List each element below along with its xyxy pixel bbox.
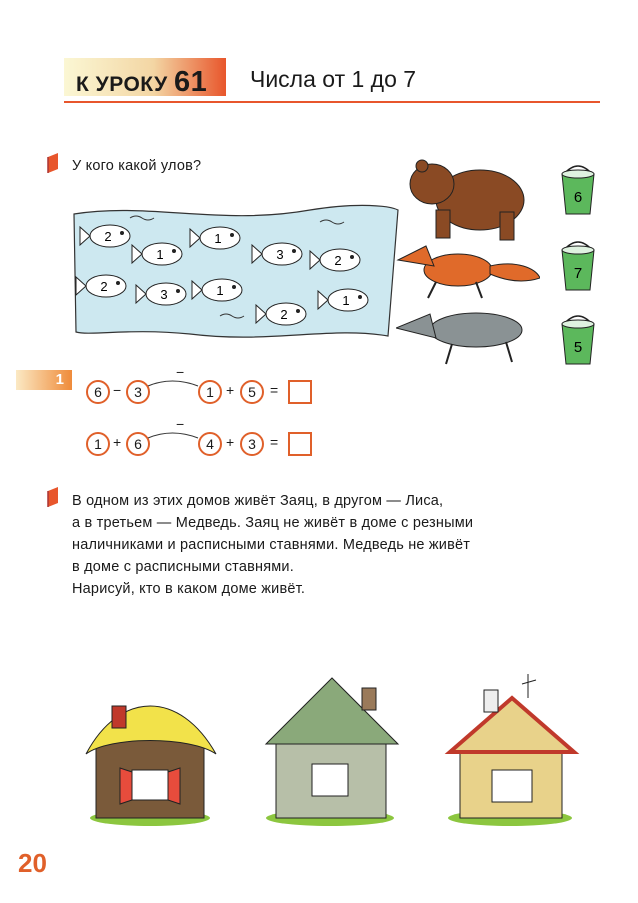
fish-number: 2 bbox=[100, 279, 108, 294]
answer-box[interactable] bbox=[288, 432, 312, 456]
text-line: Нарисуй, кто в каком доме живёт. bbox=[72, 581, 306, 597]
house-thatched bbox=[86, 706, 216, 826]
fox-icon bbox=[398, 246, 540, 298]
fish-number: 1 bbox=[216, 283, 224, 298]
page-number: 20 bbox=[18, 848, 47, 878]
operand-circle: 6 bbox=[86, 380, 110, 404]
operand-circle: 6 bbox=[126, 432, 150, 456]
operand-circle: 5 bbox=[240, 380, 264, 404]
river-illustration bbox=[70, 196, 400, 346]
bear-icon bbox=[410, 160, 524, 240]
book-icon bbox=[46, 152, 60, 174]
fish-number: 1 bbox=[342, 293, 350, 308]
lesson-label bbox=[76, 66, 207, 99]
connector-arcs bbox=[86, 372, 236, 462]
animals-illustration bbox=[396, 148, 540, 370]
lesson-number: 61 bbox=[174, 66, 208, 98]
text-line: наличниками и расписными ставнями. Медведь не живёт bbox=[72, 537, 471, 553]
fish-number: 1 bbox=[156, 247, 164, 262]
fish-number: 2 bbox=[280, 307, 288, 322]
operator: + bbox=[113, 434, 122, 450]
bucket-number: 6 bbox=[573, 189, 583, 206]
fish-number: 1 bbox=[214, 231, 222, 246]
fish-number: 2 bbox=[334, 253, 342, 268]
equals-sign: = bbox=[270, 434, 279, 450]
page-title: Числа от 1 до 7 bbox=[250, 66, 417, 92]
task-question: У кого какой улов? bbox=[72, 158, 202, 174]
text-line: в доме с расписными ставнями. bbox=[72, 559, 294, 575]
equals-sign: = bbox=[270, 382, 279, 398]
operator: − bbox=[176, 416, 185, 432]
fish-number: 2 bbox=[104, 229, 112, 244]
book-icon bbox=[46, 486, 60, 508]
house-green bbox=[266, 678, 398, 826]
operand-circle: 1 bbox=[86, 432, 110, 456]
lesson-prefix: К УРОКУ bbox=[76, 73, 168, 96]
bucket-icon bbox=[556, 160, 600, 216]
operator: + bbox=[226, 382, 235, 398]
house-red-roof bbox=[448, 674, 574, 826]
houses-illustration bbox=[80, 670, 580, 840]
bucket-number: 7 bbox=[573, 265, 583, 282]
operand-circle: 4 bbox=[198, 432, 222, 456]
operand-circle: 1 bbox=[198, 380, 222, 404]
exercise-number: 1 bbox=[55, 371, 64, 388]
task-text bbox=[72, 490, 602, 600]
header-divider bbox=[64, 101, 600, 103]
operator: + bbox=[226, 434, 235, 450]
bucket-icon bbox=[556, 310, 600, 366]
bucket-number: 5 bbox=[573, 339, 583, 356]
operand-circle: 3 bbox=[126, 380, 150, 404]
text-line: а в третьем — Медведь. Заяц не живёт в доме с резными bbox=[72, 515, 474, 531]
operand-circle: 3 bbox=[240, 432, 264, 456]
exercise-number-badge bbox=[16, 370, 72, 390]
fish-number: 3 bbox=[160, 287, 168, 302]
text-line: В одном из этих домов живёт Заяц, в другом — Лиса, bbox=[72, 493, 444, 509]
fish-number: 3 bbox=[276, 247, 284, 262]
operator: − bbox=[176, 364, 185, 380]
operator: − bbox=[113, 382, 122, 398]
bucket-icon bbox=[556, 236, 600, 292]
wolf-icon bbox=[396, 313, 522, 364]
answer-box[interactable] bbox=[288, 380, 312, 404]
